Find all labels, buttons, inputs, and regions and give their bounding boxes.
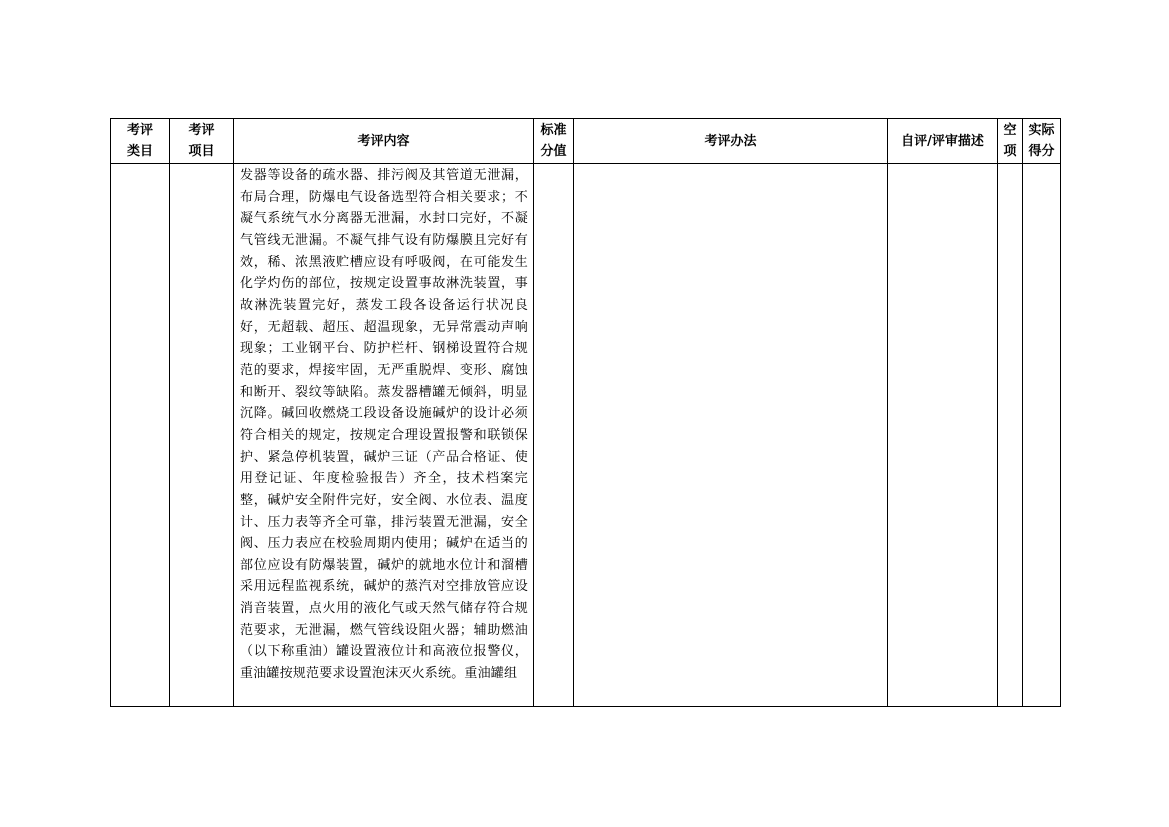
cell-standard-score [534, 164, 574, 707]
content-text: 发器等设备的疏水器、排污阀及其管道无泄漏，布局合理，防爆电气设备选型符合相关要求；不凝气系统气水分离器无泄漏，水封口完好，不凝气管线无泄漏。不凝气排气设有防爆膜且完好有效，稀、浓黑液贮槽应设有呼吸阀，在可能发生化学灼伤的部位，按规定设置事故淋洗装置，事故淋洗装置完好，蒸发工段各设备运行状况良好，无超载、超压、超温现象，无异常震动声响现象；工业钢平台、防护栏杆、钢梯设置符合规范的要求，焊接牢固，无严重脱焊、变形、腐蚀和断开、裂纹等缺陷。蒸发器槽罐无倾斜，明显沉降。碱回收燃烧工段设备设施碱炉的设计必须符合相关的规定，按规定合理设置报警和联锁保护、紧急停机装置，碱炉三证（产品合格证、使用登记证、年度检验报告）齐全，技术档案完整，碱炉安全附件完好，安全阀、水位表、温度计、压力表等齐全可靠，排污装置无泄漏，安全阀、压力表应在校验周期内使用；碱炉在适当的部位应设有防爆装置，碱炉的就地水位计和溜槽采用远程监视系统，碱炉的蒸汽对空排放管应设消音装置，点火用的液化气或天然气储存符合规范要求，无泄漏，燃气管线设阻火器；辅助燃油（以下称重油）罐设置液位计和高液位报警仪，重油罐按规范要求设置泡沫灭火系统。重油罐组 [240, 168, 528, 682]
cell-blank-item [998, 164, 1023, 707]
cell-self-review [888, 164, 998, 707]
cell-method [574, 164, 888, 707]
header-item: 考评 项目 [170, 119, 234, 164]
header-self-review: 自评/评审描述 [888, 119, 998, 164]
header-content: 考评内容 [234, 119, 534, 164]
cell-actual-score [1023, 164, 1061, 707]
header-category: 考评 类目 [111, 119, 170, 164]
table-row [111, 164, 1061, 707]
cell-category [111, 164, 170, 707]
header-method: 考评办法 [574, 119, 888, 164]
cell-item [170, 164, 234, 707]
header-blank-item: 空 项 [998, 119, 1023, 164]
header-actual-score: 实际 得分 [1023, 119, 1061, 164]
header-row [111, 119, 1061, 164]
evaluation-table [110, 118, 1061, 707]
cell-content [234, 164, 534, 707]
header-standard-score: 标准 分值 [534, 119, 574, 164]
